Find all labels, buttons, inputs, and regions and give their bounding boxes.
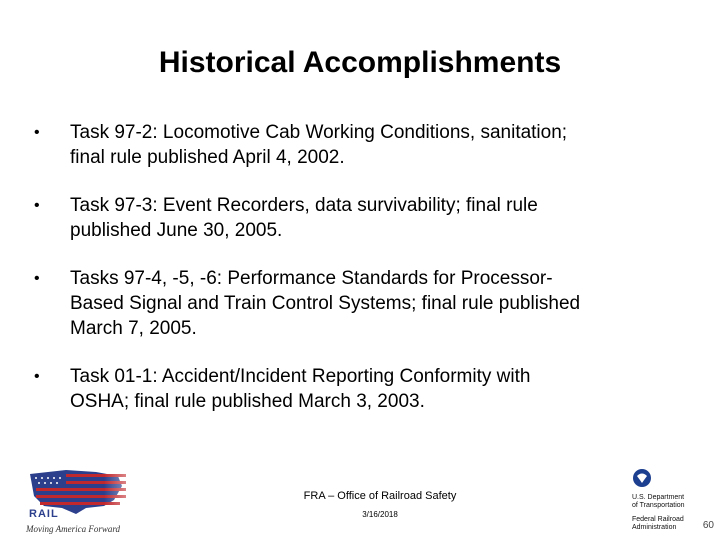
rail-logo-text: RAIL [29,508,59,520]
page-title: Historical Accomplishments [158,46,562,79]
bullet-icon: • [34,368,40,385]
bullet-line: March 7, 2005. [70,318,197,339]
footer-title: FRA – Office of Railroad Safety [303,490,457,502]
bullet-line: Tasks 97-4, -5, -6: Performance Standards for Processor- [70,268,553,289]
bullet-item-1 [34,120,684,170]
bullet-item-2 [34,193,684,243]
bullet-list [34,120,684,437]
bullet-icon: • [34,270,40,287]
slide-footer [0,458,720,540]
dot-line: of Transportation [632,502,685,509]
bullet-line: final rule published April 4, 2002. [70,147,345,168]
bullet-line: Task 97-2: Locomotive Cab Working Conditions, sanitation; [70,122,568,143]
bullet-line: Based Signal and Train Control Systems; final rule published [70,293,581,314]
bullet-item-4 [34,364,684,414]
footer-center [260,490,500,519]
bullet-icon: • [34,124,40,141]
tagline: Moving America Forward [26,524,120,534]
footer-date: 3/16/2018 [362,510,398,519]
bullet-line: Task 01-1: Accident/Incident Reporting Conformity with [70,366,531,387]
rail-logo [26,464,156,534]
bullet-item-3 [34,266,684,341]
dot-emblem-icon [632,468,652,490]
bullet-line: Task 97-3: Event Recorders, data survivability; final rule [70,195,538,216]
bullet-icon: • [34,197,40,214]
dot-agency-text [632,494,685,510]
page-number: 60 [702,520,714,531]
bullet-line: published June 30, 2005. [70,220,283,241]
fra-agency-text [632,516,684,532]
dot-line: U.S. Department [632,494,685,501]
dot-line: Administration [632,524,677,531]
bullet-line: OSHA; final rule published March 3, 2003. [70,391,425,412]
dot-line: Federal Railroad [632,516,684,523]
